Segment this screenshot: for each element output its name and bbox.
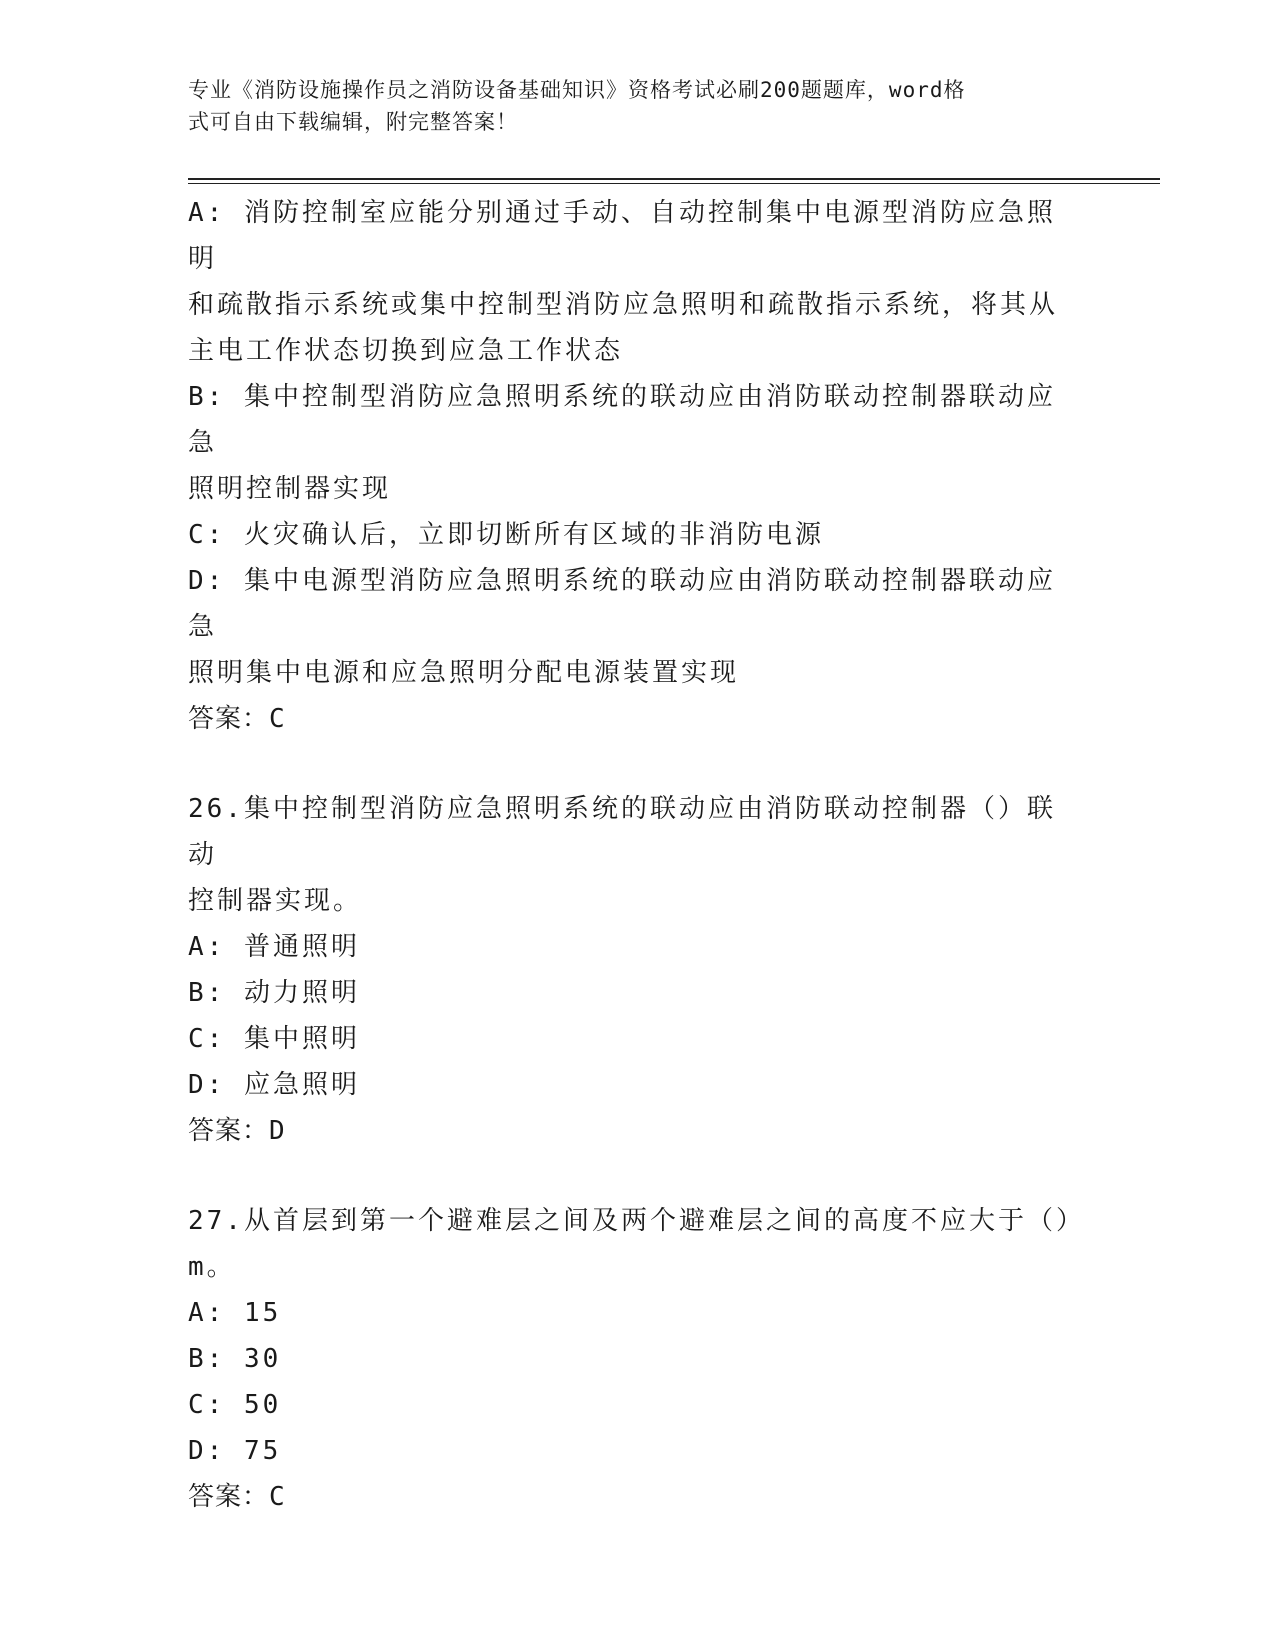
header-divider-thin (188, 183, 1160, 184)
q25-option-d-line-2: 照明集中电源和应急照明分配电源装置实现 (188, 658, 740, 688)
q27-option-d: D: 75 (188, 1436, 282, 1466)
header-divider-thick (188, 178, 1160, 180)
q25-answer: 答案：C (188, 704, 286, 734)
q25-option-d-line-1: D: 集中电源型消防应急照明系统的联动应由消防联动控制器联动应急 (188, 566, 1056, 642)
q25-option-a-line-2: 和疏散指示系统或集中控制型消防应急照明和疏散指示系统，将其从 (188, 290, 1059, 320)
q25-option-b-line-2: 照明控制器实现 (188, 474, 392, 504)
q26-option-d: D: 应急照明 (188, 1070, 360, 1100)
q26-answer: 答案：D (188, 1116, 286, 1146)
q27-stem-line-2: m。 (188, 1252, 236, 1282)
q25-option-b-line-1: B: 集中控制型消防应急照明系统的联动应由消防联动控制器联动应急 (188, 382, 1056, 458)
q26-option-b: B: 动力照明 (188, 978, 360, 1008)
q25-option-a-line-1: A: 消防控制室应能分别通过手动、自动控制集中电源型消防应急照明 (188, 198, 1056, 274)
header-line-2: 式可自由下载编辑，附完整答案！ (188, 110, 518, 134)
question-25-block (188, 190, 1078, 742)
q27-option-b: B: 30 (188, 1344, 282, 1374)
question-spacer (188, 742, 1078, 786)
q25-option-a-line-3: 主电工作状态切换到应急工作状态 (188, 336, 624, 366)
q26-option-a: A: 普通照明 (188, 932, 360, 962)
document-header (188, 74, 1068, 138)
q26-option-c: C: 集中照明 (188, 1024, 360, 1054)
q27-option-a: A: 15 (188, 1298, 282, 1328)
q27-answer: 答案：C (188, 1482, 286, 1512)
header-line-1: 专业《消防设施操作员之消防设备基础知识》资格考试必刷200题题库，word格 (188, 78, 966, 102)
question-spacer (188, 1154, 1078, 1198)
question-content (188, 190, 1085, 1520)
q26-stem-line-1: 26.集中控制型消防应急照明系统的联动应由消防联动控制器（）联动 (188, 794, 1056, 870)
q27-stem-line-1: 27.从首层到第一个避难层之间及两个避难层之间的高度不应大于（） (188, 1206, 1085, 1236)
q27-option-c: C: 50 (188, 1390, 282, 1420)
q26-stem-line-2: 控制器实现。 (188, 886, 363, 916)
q25-option-c-line-1: C: 火灾确认后，立即切断所有区域的非消防电源 (188, 520, 824, 550)
question-27-block (188, 1198, 1085, 1520)
question-26-block (188, 786, 1078, 1154)
